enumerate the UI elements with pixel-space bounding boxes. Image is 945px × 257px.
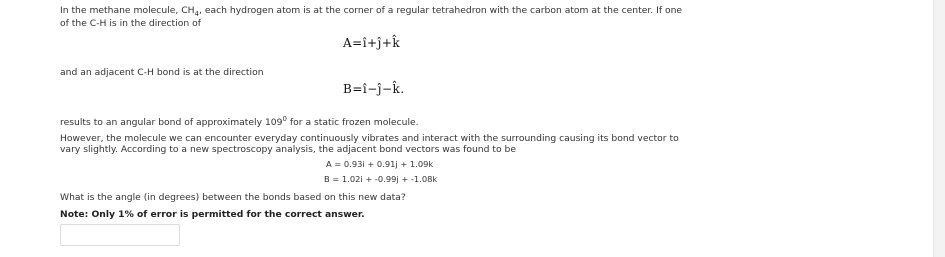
intro-text-b: , each hydrogen atom is at the corner of a regular tetrahedron with the carbon atom at the center. If one	[199, 5, 683, 16]
degree-superscript: 0	[282, 115, 287, 123]
adjacent-bond-text: and an adjacent C-H bond is at the direction	[60, 67, 264, 78]
new-vector-b: B = 1.02i + -0.99j + -1.08k	[324, 174, 438, 184]
error-note: Note: Only 1% of error is permitted for the correct answer.	[60, 209, 365, 220]
vector-a-equation: A=î+ĵ+k̂	[343, 36, 401, 50]
vector-b-equation: B=î−ĵ−k̂.	[343, 82, 405, 96]
question-prompt: What is the angle (in degrees) between the bonds based on this new data?	[60, 192, 406, 203]
intro-text-a: In the methane molecule, CH	[60, 5, 195, 16]
new-vector-a: A = 0.93i + 0.91j + 1.09k	[326, 159, 434, 169]
intro-line-2: of the C-H is in the direction of	[60, 18, 201, 29]
angular-text-a: results to an angular bond of approximately 109	[60, 117, 283, 129]
vibration-text-line-2: vary slightly. According to a new spectroscopy analysis, the adjacent bond vectors was found to be	[60, 144, 517, 155]
answer-input[interactable]	[60, 224, 180, 246]
subscript-4: 4	[194, 9, 199, 18]
angular-bond-text	[60, 114, 419, 128]
scrollbar[interactable]	[933, 0, 945, 257]
angular-text-b: for a static frozen molecule.	[286, 117, 419, 129]
vibration-text-line-1: However, the molecule we can encounter everyday continuously vibrates and interact with the surrounding causing its bond vector to	[60, 133, 679, 144]
